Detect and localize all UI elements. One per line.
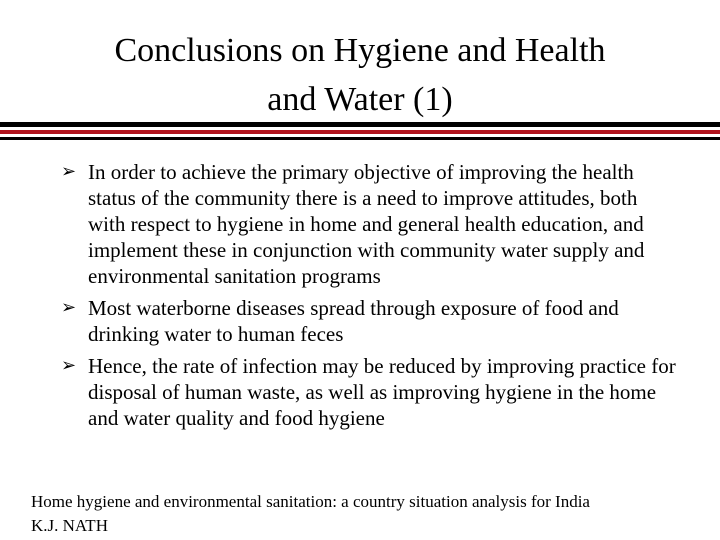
title-divider-top <box>0 122 720 127</box>
bullet-text-1: In order to achieve the primary objective of improving the health status of the community there is a need to improve attitudes, both with respect to hygiene in home and general health education, and implement these in conjunction with community water supply and environmental sanitation programs <box>88 160 645 288</box>
source-title: Home hygiene and environmental sanitation: a country situation analysis for India <box>31 492 590 511</box>
bullet-text-3: Hence, the rate of infection may be reduced by improving practice for disposal of human waste, as well as improving hygiene in the home and water quality and food hygiene <box>88 354 676 430</box>
title-divider-bottom <box>0 137 720 140</box>
bullet-text-2: Most waterborne diseases spread through exposure of food and drinking water to human feces <box>88 296 619 346</box>
source-citation <box>31 490 701 538</box>
source-author: K.J. NATH <box>31 516 108 535</box>
bullet-item-3 <box>0 353 678 431</box>
bullet-list <box>0 159 720 437</box>
bullet-item-2 <box>0 295 678 347</box>
slide-title-line-2: and Water (1) <box>267 81 453 118</box>
arrow-bullet-icon: ➢ <box>61 297 77 318</box>
title-divider-red <box>0 130 720 134</box>
slide-title <box>0 26 720 124</box>
arrow-bullet-icon: ➢ <box>61 161 77 182</box>
bullet-item-1 <box>0 159 678 289</box>
arrow-bullet-icon: ➢ <box>61 355 77 376</box>
slide-title-line-1: Conclusions on Hygiene and Health <box>114 32 606 69</box>
